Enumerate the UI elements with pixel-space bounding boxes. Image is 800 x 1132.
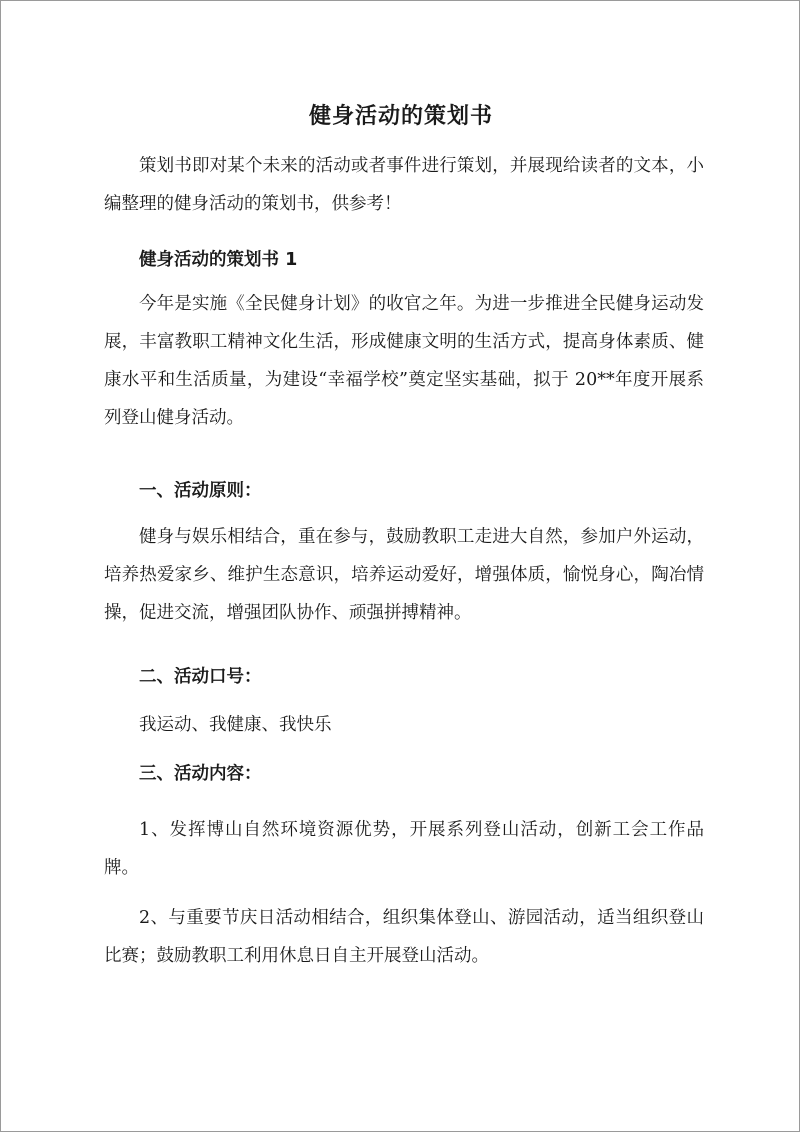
section-heading-plan-1: 健身活动的策划书 1	[139, 250, 298, 270]
slogan-paragraph: 我运动、我健康、我快乐	[139, 715, 332, 735]
slogan-heading: 二、活动口号：	[139, 667, 262, 687]
content-item-1: 1、发挥博山自然环境资源优势，开展系列登山活动，创新工会工作品牌。	[104, 820, 704, 878]
page-title: 健身活动的策划书	[308, 104, 493, 129]
principle-paragraph: 健身与娱乐相结合，重在参与，鼓励教职工走进大自然，参加户外运动，培养热爱家乡、维护生态意识，培养运动爱好，增强体质，愉悦身心，陶冶情操，促进交流，增强团队协作、顽强拼搏精神。	[104, 527, 704, 623]
content-item-2: 2、与重要节庆日活动相结合，组织集体登山、游园活动，适当组织登山比赛；鼓励教职工利用休息日自主开展登山活动。	[104, 908, 704, 966]
principle-heading: 一、活动原则：	[139, 481, 262, 501]
background-paragraph: 今年是实施《全民健身计划》的收官之年。为进一步推进全民健身运动发展，丰富教职工精神文化生活，形成健康文明的生活方式，提高身体素质、健康水平和生活质量，为建设“幸福学校”奠定坚实基础，拟于 20**年度开展系列登山健身活动。	[104, 294, 704, 428]
intro-paragraph: 策划书即对某个未来的活动或者事件进行策划，并展现给读者的文本，小编整理的健身活动的策划书，供参考！	[104, 156, 704, 214]
content-heading: 三、活动内容：	[139, 764, 262, 784]
